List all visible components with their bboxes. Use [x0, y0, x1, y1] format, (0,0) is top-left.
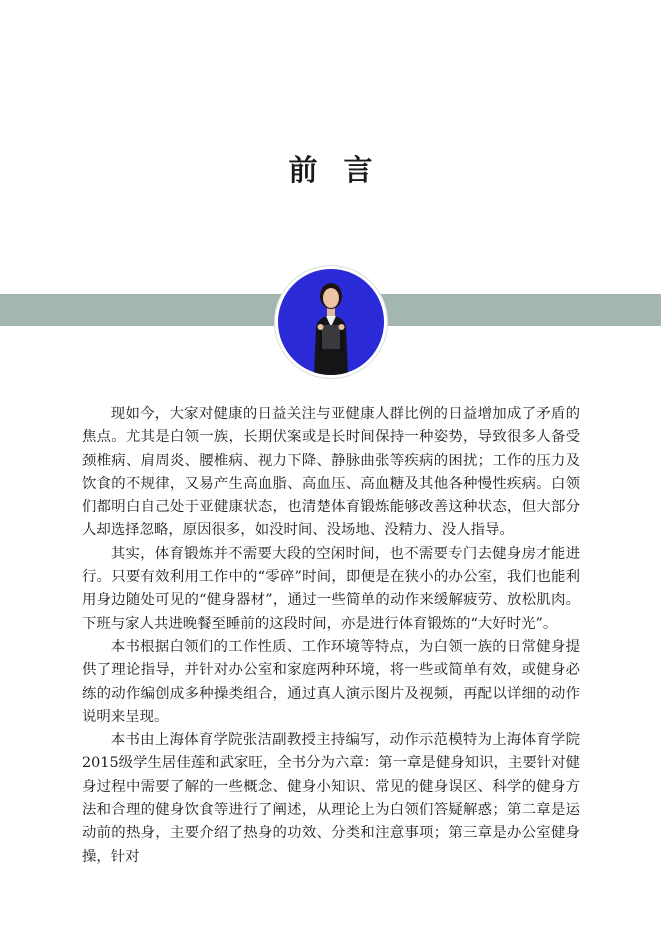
paragraph: 本书由上海体育学院张洁副教授主持编写，动作示范模特为上海体育学院2015级学生居佳莲和武家旺，全书分为六章：第一章是健身知识，主要针对健身过程中需要了解的一些概念、健身小知识、常见的健身误区、科学的健身方法和合理的健身饮食等进行了阐述，从理论上为白领们答疑解惑；第二章是运动前的热身，主要介绍了热身的功效、分类和注意事项；第三章是办公室健身操，针对 [82, 732, 580, 865]
paragraph: 本书根据白领们的工作性质、工作环境等特点，为白领一族的日常健身提供了理论指导，并针对办公室和家庭两种环境，将一些或简单有效，或健身必练的动作编创成多种操类组合，通过真人演示图片及视频，再配以详细的动作说明来呈现。 [82, 638, 580, 725]
preface-body [82, 403, 580, 869]
paragraph: 其实，体育锻炼并不需要大段的空闲时间，也不需要专门去健身房才能进行。只要有效利用工作中的“零碎”时间，即便是在狭小的办公室，我们也能利用身边随处可见的“健身器材”，通过一些简单的动作来缓解疲劳、放松肌肉。下班与家人共进晚餐至睡前的这段时间，亦是进行体育锻炼的“大好时光”。 [82, 545, 580, 632]
paragraph: 现如今，大家对健康的日益关注与亚健康人群比例的日益增加成了矛盾的焦点。尤其是白领一族，长期伏案或是长时间保持一种姿势，导致很多人备受颈椎病、肩周炎、腰椎病、视力下降、静脉曲张等疾病的困扰；工作的压力及饮食的不规律，又易产生高血脂、高血压、高血糖及其他各种慢性疾病。白领们都明白自己处于亚健康状态，也清楚体育锻炼能够改善这种状态，但大部分人却选择忽略，原因很多，如没时间、没场地、没精力、没人指导。 [82, 406, 580, 539]
person-holding-exercise-bar-photo [278, 269, 384, 375]
page-title: 前言 [288, 153, 399, 187]
